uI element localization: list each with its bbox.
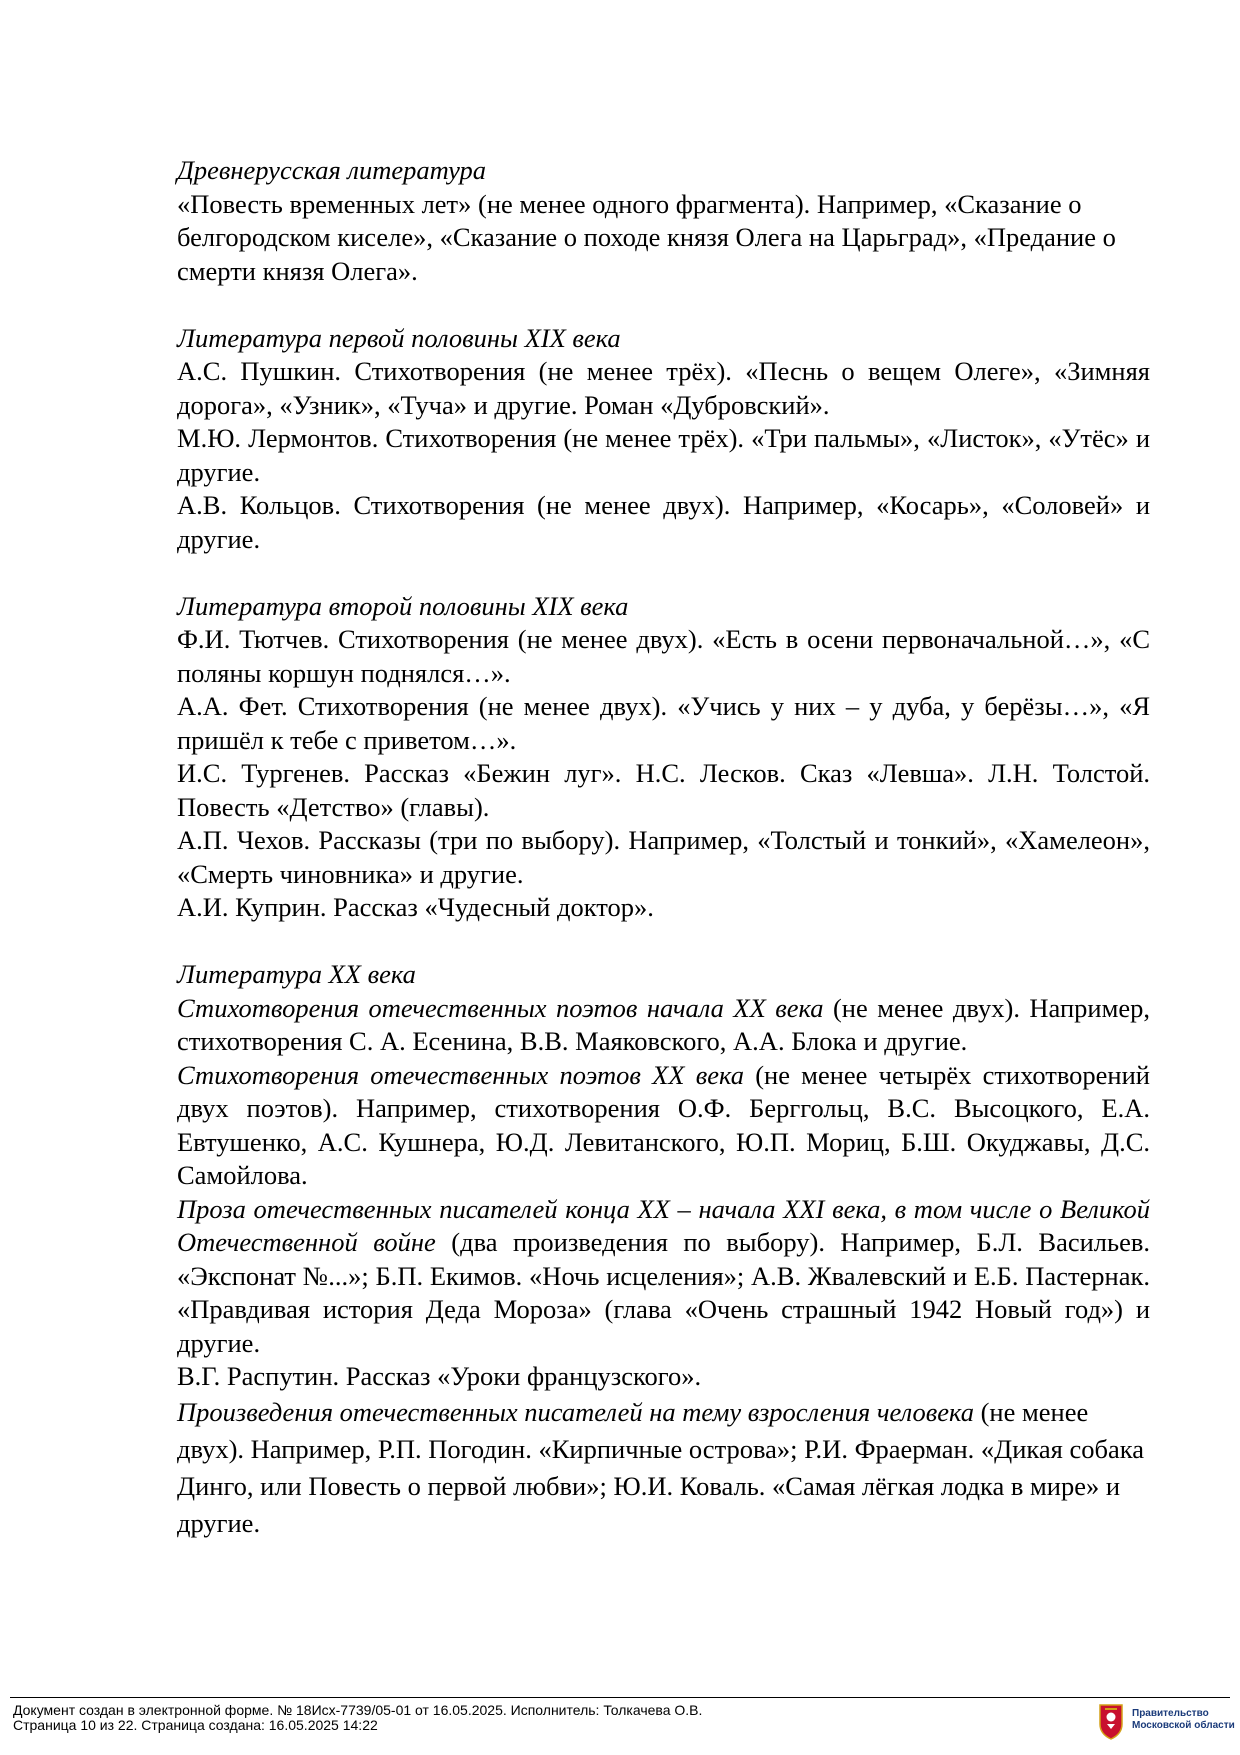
logo-text	[1132, 1708, 1235, 1732]
paragraph: И.С. Тургенев. Рассказ «Бежин луг». Н.С. Лесков. Сказ «Левша». Л.Н. Толстой. Повесть «Детство» (главы).	[177, 758, 1150, 822]
paragraph	[177, 1360, 1150, 1394]
section-second-half-19th	[177, 590, 1150, 925]
paragraph-text: (два произведения по выбору). Например, Б.Л. Васильев. «Экспонат №...»; Б.П. Екимов. «Ночь исцеления»; А.В. Жвалевский и Е.Б. Пастернак. «Правдивая история Деда Мороза» (глава «Очень страшный 1942 Новый год») и другие.	[177, 1227, 1151, 1358]
paragraph-italic-lead: Стихотворения отечественных поэтов XX века	[177, 1059, 744, 1090]
paragraph-italic-lead: Произведения отечественных писателей на тему взросления человека	[177, 1396, 974, 1427]
section-title: Древнерусская литература	[177, 155, 486, 185]
paragraph-text: (не менее двух). Например, стихотворения С. А. Есенина, В.В. Маяковского, А.А. Блока и другие.	[177, 992, 1150, 1056]
document-body	[177, 154, 1150, 1542]
paragraph: А.А. Фет. Стихотворения (не менее двух). «Учись у них – у дуба, у берёзы…», «Я пришёл к тебе с приветом…».	[177, 691, 1150, 755]
government-logo	[1098, 1702, 1238, 1742]
footer	[13, 1703, 1093, 1733]
paragraph	[177, 992, 1150, 1059]
section-title: Литература XX века	[177, 959, 416, 989]
paragraph: «Повесть временных лет» (не менее одного фрагмента). Например, «Сказание о белгородском киселе», «Сказание о походе князя Олега на Царьград», «Предание о смерти князя Олега».	[177, 188, 1116, 286]
section-first-half-19th	[177, 322, 1150, 557]
paragraph: А.П. Чехов. Рассказы (три по выбору). Например, «Толстый и тонкий», «Хамелеон», «Смерть чиновника» и другие.	[177, 825, 1150, 889]
logo-text-line1: Правительство	[1132, 1708, 1209, 1719]
paragraph: М.Ю. Лермонтов. Стихотворения (не менее трёх). «Три пальмы», «Листок», «Утёс» и другие.	[177, 423, 1150, 487]
paragraph: А.И. Куприн. Рассказ «Чудесный доктор».	[177, 892, 654, 922]
paragraph: Ф.И. Тютчев. Стихотворения (не менее двух). «Есть в осени первоначальной…», «С поляны коршун поднялся…».	[177, 624, 1150, 688]
paragraph-italic-lead: Проза отечественных писателей конца XX – начала XXI века, в том числе о Великой Отечественной войне	[177, 1193, 1150, 1257]
footer-document-info: Документ создан в электронной форме. № 18Исх-7739/05-01 от 16.05.2025. Исполнитель: Толкачева О.В.	[13, 1702, 703, 1718]
paragraph-text: (не менее четырёх стихотворений двух поэтов). Например, стихотворения О.Ф. Берггольц, В.С. Высоцкого, Е.А. Евтушенко, А.С. Кушнера, Ю.Д. Левитанского, Ю.П. Мориц, Б.Ш. Окуджавы, Д.С. Самойлова.	[177, 1059, 1150, 1190]
paragraph-text: (не менее двух). Например, Р.П. Погодин. «Кирпичные острова»; Р.И. Фраерман. «Дикая собака Динго, или Повесть о первой любви»; Ю.И. Коваль. «Самая лёгкая лодка в мире» и другие.	[177, 1396, 1144, 1538]
section-title: Литература первой половины XIX века	[177, 322, 621, 353]
paragraph-text: В.Г. Распутин. Рассказ «Уроки французского».	[177, 1361, 702, 1391]
section-old-russian	[177, 154, 1150, 288]
section-20th-century	[177, 958, 1150, 1542]
paragraph	[177, 1059, 1150, 1193]
paragraph-italic-lead: Стихотворения отечественных поэтов начала XX века	[177, 992, 824, 1023]
logo-text-line2: Московской области	[1132, 1720, 1235, 1731]
paragraph	[177, 1394, 1150, 1542]
moscow-region-emblem-icon	[1098, 1702, 1124, 1740]
paragraph	[177, 1193, 1150, 1361]
section-title: Литература второй половины XIX века	[177, 590, 629, 621]
paragraph: А.С. Пушкин. Стихотворения (не менее трёх). «Песнь о вещем Олеге», «Зимняя дорога», «Узник», «Туча» и другие. Роман «Дубровский».	[177, 356, 1150, 420]
footer-divider	[10, 1697, 1230, 1698]
footer-page-info: Страница 10 из 22. Страница создана: 16.05.2025 14:22	[13, 1717, 378, 1733]
paragraph: А.В. Кольцов. Стихотворения (не менее двух). Например, «Косарь», «Соловей» и другие.	[177, 490, 1150, 554]
